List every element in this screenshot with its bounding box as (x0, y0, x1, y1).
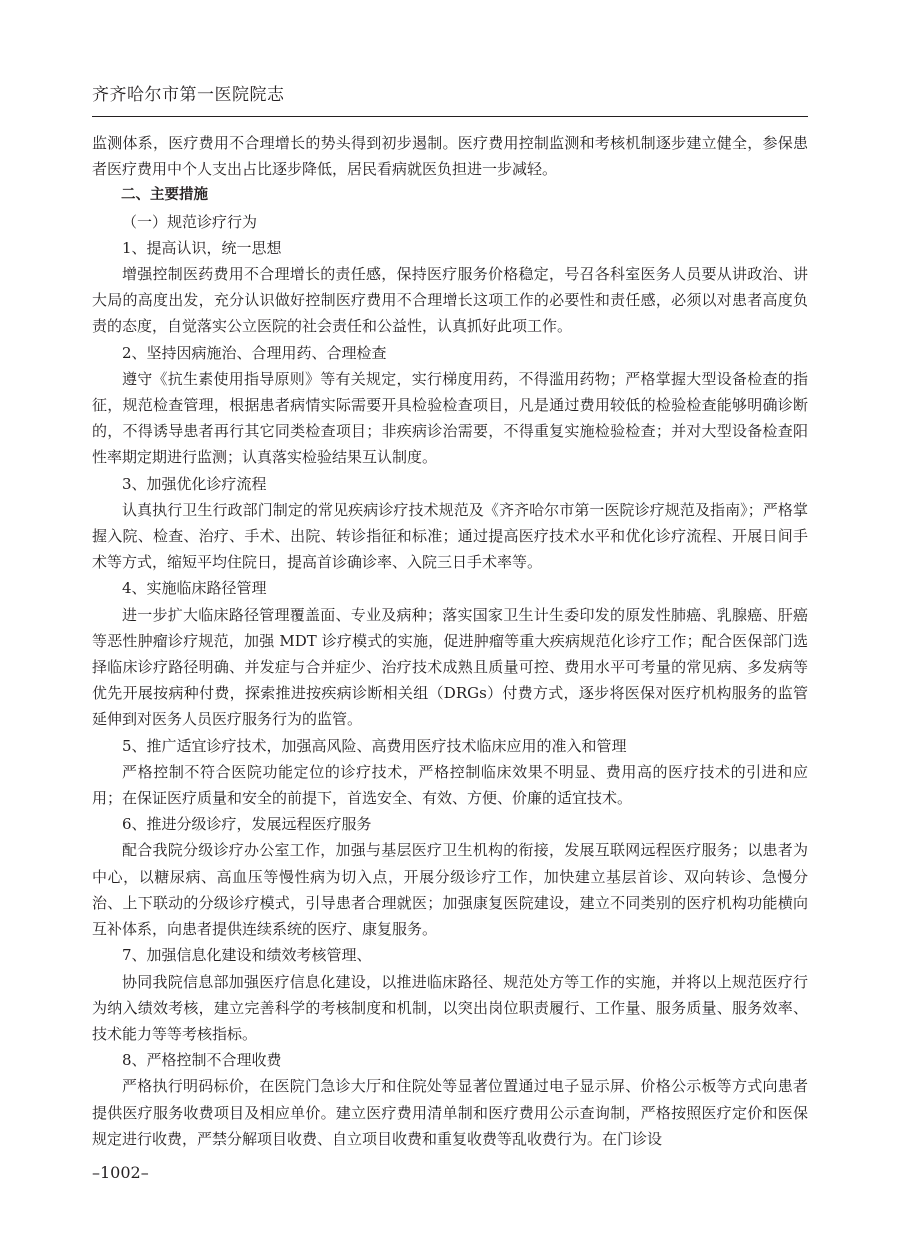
item-paragraph: 严格执行明码标价，在医院门急诊大厅和住院处等显著位置通过电子显示屏、价格公示板等方式向患者提供医疗服务收费项目及相应单价。建立医疗费用清单制和医疗费用公示查询制，严格按照医疗定价和医保规定进行收费，严禁分解项目收费、自立项目收费和重复收费等乱收费行为。在门诊设 (92, 1077, 808, 1148)
item-paragraph: 认真执行卫生行政部门制定的常见疾病诊疗技术规范及《齐齐哈尔市第一医院诊疗规范及指南》；严格掌握入院、检查、治疗、手术、出院、转诊指征和标准；通过提高医疗技术水平和优化诊疗流程、开展日间手术等方式，缩短平均住院日，提高首诊确诊率、入院三日手术率等。 (92, 500, 808, 572)
item-heading: 5、推广适宜诊疗技术，加强高风险、高费用医疗技术临床应用的准入和管理 (122, 736, 627, 755)
item-heading: 8、严格控制不合理收费 (122, 1051, 282, 1070)
item-heading: 6、推进分级诊疗，发展远程医疗服务 (122, 815, 372, 834)
item-paragraph: 严格控制不符合医院功能定位的诊疗技术，严格控制临床效果不明显、费用高的医疗技术的引进和应用；在保证医疗质量和安全的前提下，首选安全、有效、方便、价廉的适宜技术。 (92, 762, 808, 808)
item-heading: 4、实施临床路径管理 (122, 579, 267, 598)
item-heading: 3、加强优化诊疗流程 (122, 474, 267, 493)
intro-paragraph: 监测体系，医疗费用不合理增长的势头得到初步遏制。医疗费用控制监测和考核机制逐步建立健全，参保患者医疗费用中个人支出占比逐步降低，居民看病就医负担进一步减轻。 (92, 134, 808, 179)
page-number: –1002– (92, 1163, 149, 1182)
section-title: 二、主要措施 (121, 187, 208, 204)
item-paragraph: 增强控制医药费用不合理增长的责任感，保持医疗服务价格稳定，号召各科室医务人员要从讲政治、讲大局的高度出发，充分认识做好控制医疗费用不合理增长这项工作的必要性和责任感，必须以对患者高度负责的态度，自觉落实公立医院的社会责任和公益性，认真抓好此项工作。 (92, 265, 808, 336)
page-body (92, 130, 808, 1152)
item-paragraph: 遵守《抗生素使用指导原则》等有关规定，实行梯度用药，不得滥用药物；严格掌握大型设备检查的指征，规范检查管理，根据患者病情实际需要开具检验检查项目，凡是通过费用较低的检验检查能够明确诊断的，不得诱导患者再行其它同类检查项目；非疾病诊治需要，不得重复实施检验检查；并对大型设备检查阳性率期定期进行监测；认真落实检验结果互认制度。 (92, 369, 808, 467)
item-heading: 1、提高认识，统一思想 (122, 238, 282, 257)
subsection-title: （一）规范诊疗行为 (122, 212, 258, 231)
header-divider (92, 116, 808, 117)
item-heading: 7、加强信息化建设和绩效考核管理、 (122, 946, 372, 965)
item-paragraph: 协同我院信息部加强医疗信息化建设，以推进临床路径、规范处方等工作的实施，并将以上规范医疗行为纳入绩效考核，建立完善科学的考核制度和机制，以突出岗位职责履行、工作量、服务质量、服务效率、技术能力等等考核指标。 (92, 972, 808, 1043)
item-paragraph: 配合我院分级诊疗办公室工作，加强与基层医疗卫生机构的衔接，发展互联网远程医疗服务；以患者为中心，以糖尿病、高血压等慢性病为切入点，开展分级诊疗工作，加快建立基层首诊、双向转诊、急慢分治、上下联动的分级诊疗模式，引导患者合理就医；加强康复医院建设，建立不同类别的医疗机构功能横向互补体系，向患者提供连续系统的医疗、康复服务。 (92, 841, 808, 939)
book-title: 齐齐哈尔市第一医院院志 (92, 85, 285, 105)
item-paragraph: 进一步扩大临床路径管理覆盖面、专业及病种；落实国家卫生计生委印发的原发性肺癌、乳腺癌、肝癌等恶性肿瘤诊疗规范，加强 MDT 诊疗模式的实施，促进肿瘤等重大疾病规范化诊疗工作；配合医保部门选择临床诊疗路径明确、并发症与合并症少、治疗技术成熟且质量可控、费用水平可考量的常见病、多发病等优先开展按病种付费，探索推进按疾病诊断相关组（DRGs）付费方式，逐步将医保对医疗机构服务的监管延伸到对医务人员医疗服务行为的监管。 (92, 605, 808, 729)
page-header (92, 84, 812, 106)
item-heading: 2、坚持因病施治、合理用药、合理检查 (122, 343, 387, 362)
